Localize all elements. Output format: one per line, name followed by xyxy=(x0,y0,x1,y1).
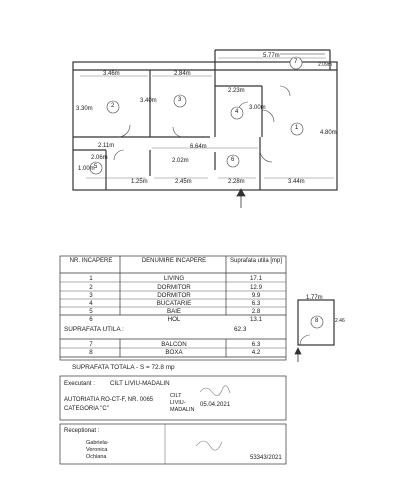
date: 05.04.2021 xyxy=(200,402,231,408)
cell-area: 6.3 xyxy=(251,300,261,307)
table-row xyxy=(62,348,288,357)
cell-nr: 3 xyxy=(89,292,93,299)
authorization: AUTORIATIA RO-CT-F, NR. 0065 xyxy=(64,397,154,403)
dim-label: 1.25m xyxy=(131,179,148,185)
cell-nr: 1 xyxy=(89,275,93,282)
dim-label: 1.77m xyxy=(306,295,323,301)
util-value: 62.3 xyxy=(234,326,247,333)
total-area: SUPRAFATA TOTALA - S = 72.8 mp xyxy=(72,364,175,371)
cell-name: LIVING xyxy=(163,275,185,282)
dim-label: 2.23m xyxy=(228,88,245,94)
dim-label: 5.77m xyxy=(263,53,280,59)
room-number: 1 xyxy=(295,125,299,131)
stamp-name: MADALIN xyxy=(170,407,195,413)
dim-label: 2.11m xyxy=(98,143,115,149)
room-number: 6 xyxy=(231,157,235,163)
dim-label: 2.84m xyxy=(174,71,191,77)
cell-name: BALCON xyxy=(161,341,187,348)
room-number: 5 xyxy=(94,164,98,170)
cell-area: 13.1 xyxy=(249,316,263,323)
cell-name: BAIE xyxy=(166,308,182,315)
cell-area: 2.8 xyxy=(251,308,261,315)
executant-name: CILT LIVIU-MADALIN xyxy=(110,380,170,387)
dim-label: 2.45m xyxy=(175,179,192,185)
dim-label: 3.46m xyxy=(103,71,120,77)
cell-area: 17.1 xyxy=(249,275,263,282)
cell-nr: 2 xyxy=(89,284,93,291)
dim-label: 2.02m xyxy=(172,158,189,164)
receiver-line: Gabriela- xyxy=(86,440,109,446)
document-number: 53343/2021 xyxy=(250,455,282,461)
header-nr: NR. INCAPERE xyxy=(69,258,113,264)
dim-label: 2.09m xyxy=(318,62,332,68)
header-suprafata: Suprafata utila [mp] xyxy=(229,258,283,264)
dim-label: 3.00m xyxy=(249,105,266,111)
dim-label: 3.44m xyxy=(288,179,305,185)
room-number: 7 xyxy=(294,59,298,65)
dim-label: 6.64m xyxy=(190,144,207,150)
stamp-name: LIVIU- xyxy=(170,400,186,406)
dim-label: 3.40m xyxy=(140,98,157,104)
room-number: 3 xyxy=(178,97,182,103)
receiver-line: Ochiana xyxy=(86,454,107,460)
cell-area: 12.9 xyxy=(249,284,263,291)
stamp-name: CILT xyxy=(170,393,182,399)
category: CATEGORIA "C" xyxy=(64,406,109,412)
cell-area: 4.2 xyxy=(251,349,261,356)
cell-area: 6.3 xyxy=(251,341,261,348)
cell-name: DORMITOR xyxy=(157,284,191,291)
receiver-line: Veronica xyxy=(86,447,108,453)
cell-name: BOXA xyxy=(165,349,183,356)
room-number: 2 xyxy=(111,103,115,109)
cell-nr: 8 xyxy=(89,349,93,356)
header-denumire: DENUMIRE INCAPERE xyxy=(141,258,207,264)
cell-nr: 6 xyxy=(89,316,93,323)
executant-label: Executant : xyxy=(64,380,95,387)
util-label: SUPRAFATA UTILA : xyxy=(64,326,124,333)
room-number: 8 xyxy=(315,318,319,324)
cell-nr: 4 xyxy=(89,300,93,307)
cell-area: 9.9 xyxy=(251,292,261,299)
dim-label: 2.28m xyxy=(228,179,245,185)
cell-name: HOL xyxy=(167,316,181,323)
dim-label: 2.46 xyxy=(335,318,345,324)
cell-name: BUCATARIE xyxy=(156,300,192,307)
room-number: 4 xyxy=(235,109,239,115)
dim-label: 1.00m xyxy=(78,166,95,172)
dim-label: 3.30m xyxy=(76,106,93,112)
cell-nr: 5 xyxy=(89,308,93,315)
received-label: Receptionat : xyxy=(64,428,100,434)
table-row xyxy=(62,315,288,324)
table-row xyxy=(62,274,288,283)
cell-nr: 7 xyxy=(89,341,93,348)
dim-label: 4.80m xyxy=(320,130,337,136)
dim-label: 2.06m xyxy=(91,155,108,161)
cell-name: DORMITOR xyxy=(157,292,191,299)
